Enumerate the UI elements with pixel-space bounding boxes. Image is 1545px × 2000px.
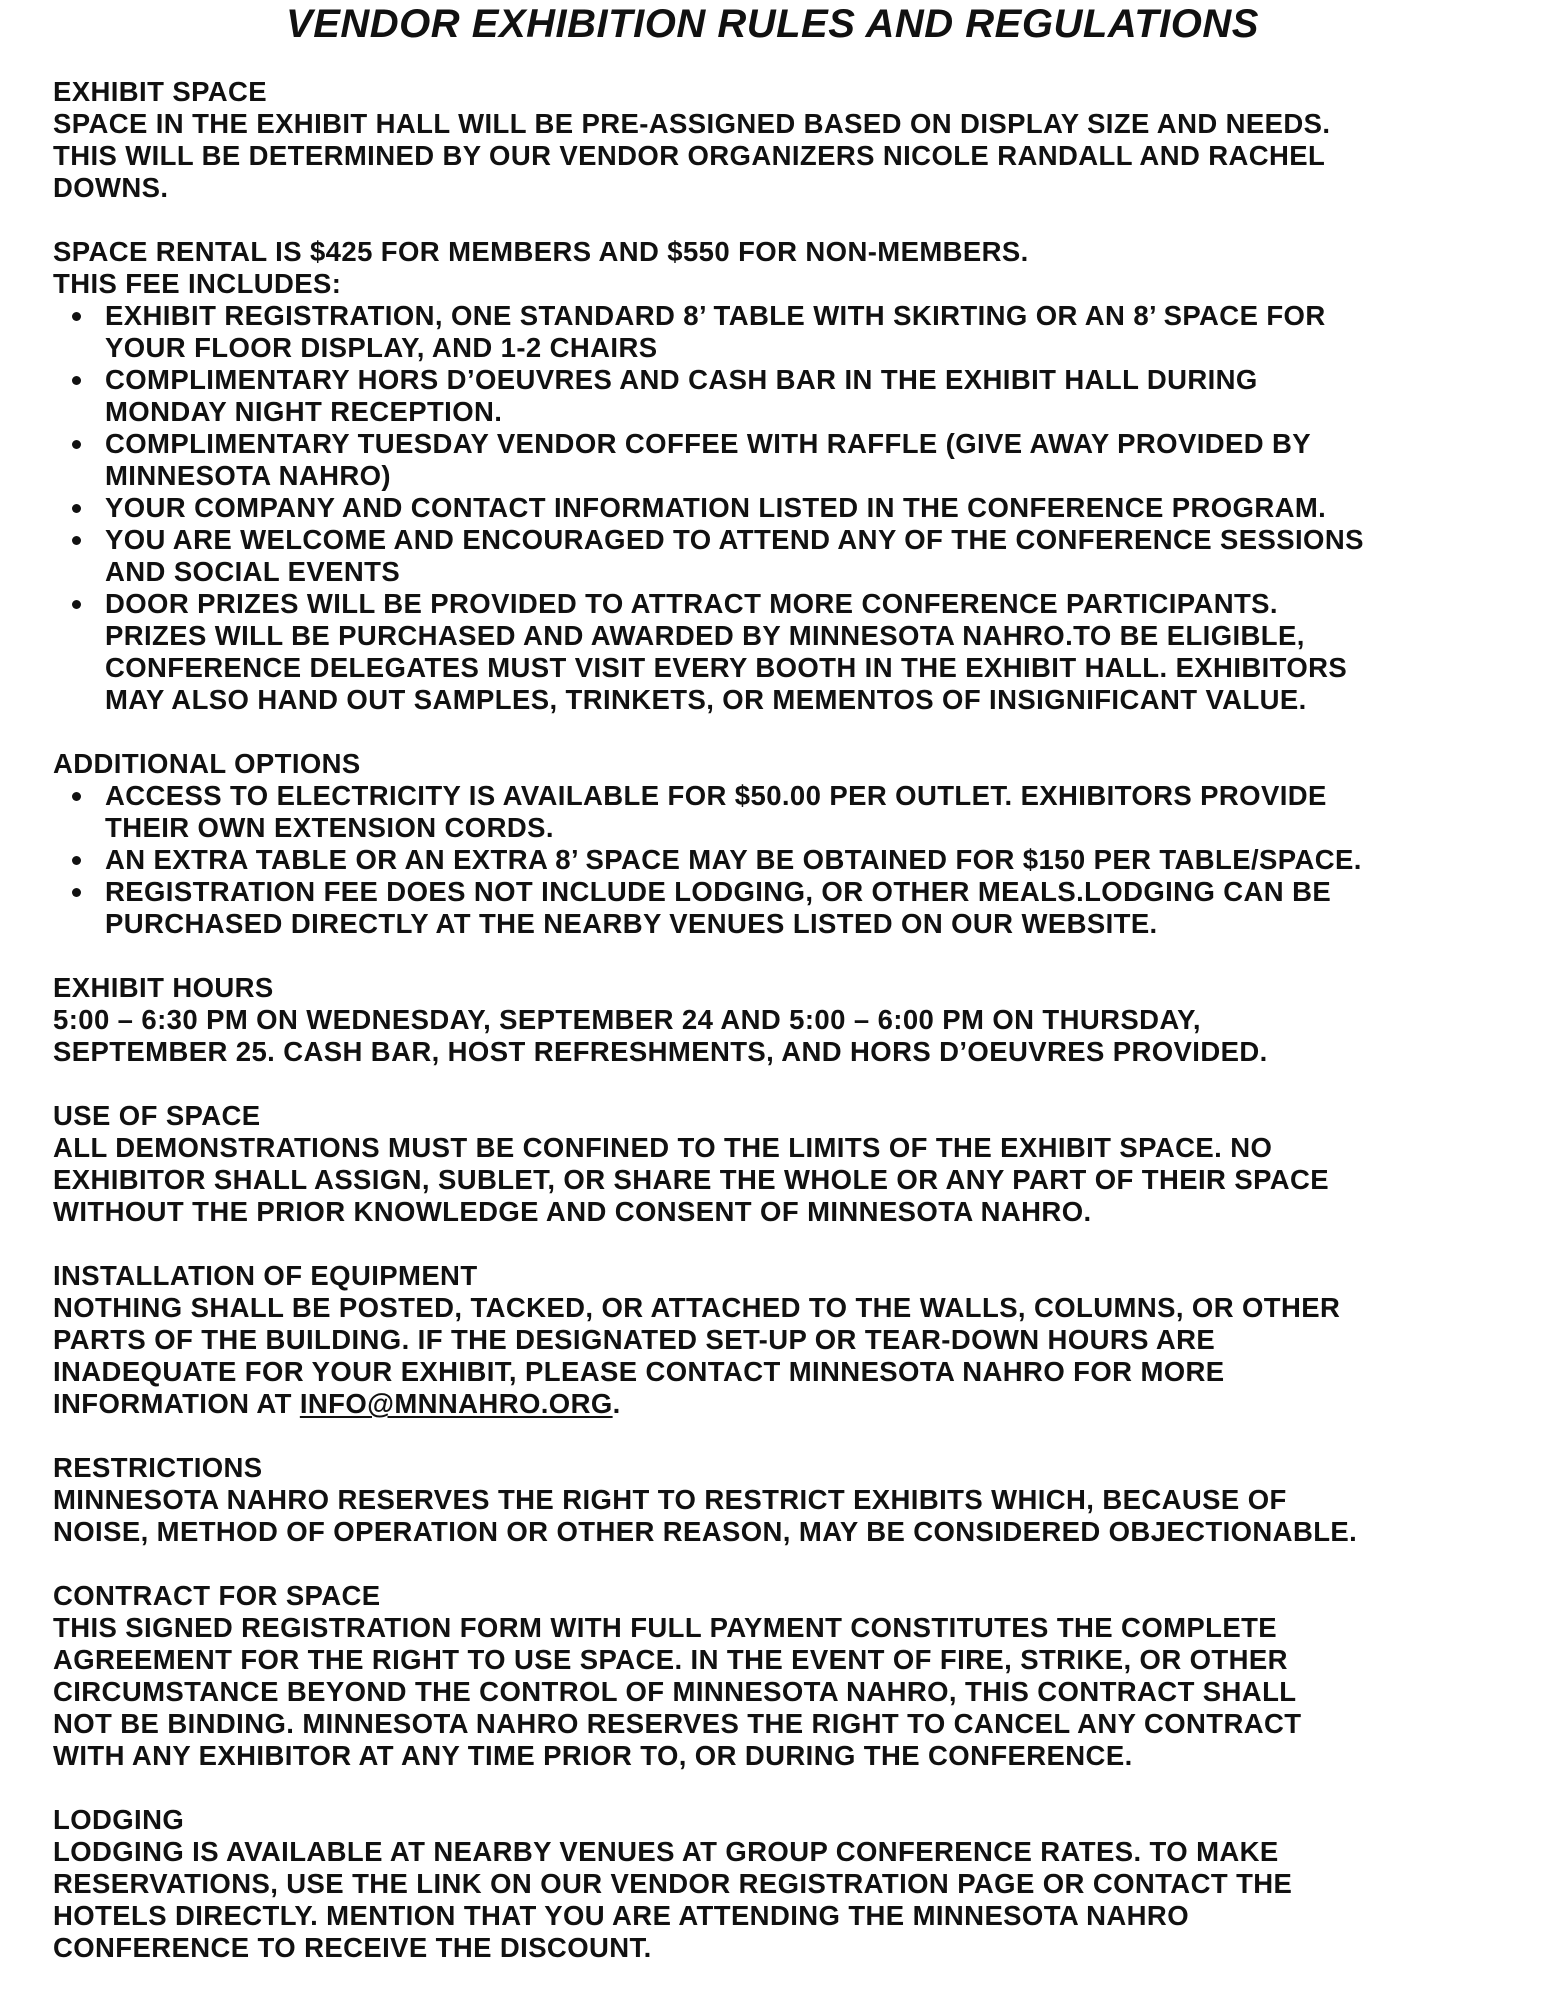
section-heading: EXHIBIT SPACE — [53, 76, 268, 107]
additional-options-section — [53, 748, 1523, 940]
body-line: AGREEMENT FOR THE RIGHT TO USE SPACE. IN THE EVENT OF FIRE, STRIKE, OR OTHER — [53, 1644, 1288, 1675]
restrictions-section — [53, 1452, 1523, 1548]
body-line: EXHIBITOR SHALL ASSIGN, SUBLET, OR SHARE THE WHOLE OR ANY PART OF THEIR SPACE — [53, 1164, 1330, 1195]
list-item — [53, 780, 1523, 844]
list-item — [53, 876, 1523, 940]
body-line: THIS FEE INCLUDES: — [53, 268, 342, 299]
body-line: ALL DEMONSTRATIONS MUST BE CONFINED TO THE LIMITS OF THE EXHIBIT SPACE. NO — [53, 1132, 1273, 1163]
body-line: 5:00 – 6:30 PM ON WEDNESDAY, SEPTEMBER 24 AND 5:00 – 6:00 PM ON THURSDAY, — [53, 1004, 1201, 1035]
list-item — [53, 364, 1523, 428]
contract-section — [53, 1580, 1523, 1772]
section-heading: LODGING — [53, 1804, 185, 1835]
list-item-line: AN EXTRA TABLE OR AN EXTRA 8’ SPACE MAY BE OBTAINED FOR $150 PER TABLE/SPACE. — [105, 844, 1362, 875]
list-item-line: REGISTRATION FEE DOES NOT INCLUDE LODGING, OR OTHER MEALS.LODGING CAN BE — [105, 876, 1332, 907]
list-item — [53, 428, 1523, 492]
body-line-with-email — [53, 1388, 1523, 1420]
exhibit-hours-section — [53, 972, 1523, 1068]
section-heading: ADDITIONAL OPTIONS — [53, 748, 361, 779]
list-item-line: ACCESS TO ELECTRICITY IS AVAILABLE FOR $50.00 PER OUTLET. EXHIBITORS PROVIDE — [105, 780, 1327, 811]
use-of-space-section — [53, 1100, 1523, 1228]
list-item — [53, 492, 1523, 524]
list-item-line: CONFERENCE DELEGATES MUST VISIT EVERY BOOTH IN THE EXHIBIT HALL. EXHIBITORS — [105, 652, 1348, 683]
installation-section — [53, 1260, 1523, 1420]
list-item — [53, 300, 1523, 364]
body-line: DOWNS. — [53, 172, 169, 203]
body-line: MINNESOTA NAHRO RESERVES THE RIGHT TO RESTRICT EXHIBITS WHICH, BECAUSE OF — [53, 1484, 1287, 1515]
space-rental-section — [53, 236, 1523, 716]
section-heading: EXHIBIT HOURS — [53, 972, 274, 1003]
list-item-line: DOOR PRIZES WILL BE PROVIDED TO ATTRACT MORE CONFERENCE PARTICIPANTS. — [105, 588, 1278, 619]
section-heading: USE OF SPACE — [53, 1100, 261, 1131]
list-item-line: MAY ALSO HAND OUT SAMPLES, TRINKETS, OR MEMENTOS OF INSIGNIFICANT VALUE. — [105, 684, 1307, 715]
email-suffix: . — [612, 1388, 621, 1419]
additional-options-list — [53, 780, 1523, 940]
list-item-line: COMPLIMENTARY HORS D’OEUVRES AND CASH BAR IN THE EXHIBIT HALL DURING — [105, 364, 1258, 395]
body-line: SPACE IN THE EXHIBIT HALL WILL BE PRE-ASSIGNED BASED ON DISPLAY SIZE AND NEEDS. — [53, 108, 1331, 139]
list-item-line: YOUR COMPANY AND CONTACT INFORMATION LISTED IN THE CONFERENCE PROGRAM. — [105, 492, 1327, 523]
list-item-line: AND SOCIAL EVENTS — [105, 556, 401, 587]
exhibit-space-section — [53, 76, 1523, 204]
body-line: THIS SIGNED REGISTRATION FORM WITH FULL PAYMENT CONSTITUTES THE COMPLETE — [53, 1612, 1278, 1643]
list-item-line: MINNESOTA NAHRO) — [105, 460, 391, 491]
fee-includes-list — [53, 300, 1523, 716]
body-line: SEPTEMBER 25. CASH BAR, HOST REFRESHMENTS, AND HORS D’OEUVRES PROVIDED. — [53, 1036, 1268, 1067]
list-item — [53, 524, 1523, 588]
body-line: CONFERENCE TO RECEIVE THE DISCOUNT. — [53, 1932, 652, 1963]
list-item-line: EXHIBIT REGISTRATION, ONE STANDARD 8’ TABLE WITH SKIRTING OR AN 8’ SPACE FOR — [105, 300, 1326, 331]
body-line: RESERVATIONS, USE THE LINK ON OUR VENDOR REGISTRATION PAGE OR CONTACT THE — [53, 1868, 1293, 1899]
body-line: WITH ANY EXHIBITOR AT ANY TIME PRIOR TO, OR DURING THE CONFERENCE. — [53, 1740, 1133, 1771]
section-heading: RESTRICTIONS — [53, 1452, 263, 1483]
list-item-line: PRIZES WILL BE PURCHASED AND AWARDED BY MINNESOTA NAHRO.TO BE ELIGIBLE, — [105, 620, 1305, 651]
email-prefix: INFORMATION AT — [53, 1388, 300, 1419]
email-link[interactable]: INFO@MNNAHRO.ORG — [299, 1388, 613, 1419]
document-title: VENDOR EXHIBITION RULES AND REGULATIONS — [286, 2, 1259, 46]
body-line: SPACE RENTAL IS $425 FOR MEMBERS AND $550 FOR NON-MEMBERS. — [53, 236, 1029, 267]
body-line: PARTS OF THE BUILDING. IF THE DESIGNATED SET-UP OR TEAR-DOWN HOURS ARE — [53, 1324, 1216, 1355]
lodging-section — [53, 1804, 1523, 1964]
list-item-line: THEIR OWN EXTENSION CORDS. — [105, 812, 554, 843]
section-heading: CONTRACT FOR SPACE — [53, 1580, 381, 1611]
list-item-line: YOUR FLOOR DISPLAY, AND 1-2 CHAIRS — [105, 332, 658, 363]
body-line: NOTHING SHALL BE POSTED, TACKED, OR ATTACHED TO THE WALLS, COLUMNS, OR OTHER — [53, 1292, 1341, 1323]
body-line: THIS WILL BE DETERMINED BY OUR VENDOR ORGANIZERS NICOLE RANDALL AND RACHEL — [53, 140, 1326, 171]
list-item — [53, 588, 1523, 716]
body-line: WITHOUT THE PRIOR KNOWLEDGE AND CONSENT OF MINNESOTA NAHRO. — [53, 1196, 1092, 1227]
list-item — [53, 844, 1523, 876]
list-item-line: YOU ARE WELCOME AND ENCOURAGED TO ATTEND ANY OF THE CONFERENCE SESSIONS — [105, 524, 1364, 555]
body-line: HOTELS DIRECTLY. MENTION THAT YOU ARE ATTENDING THE MINNESOTA NAHRO — [53, 1900, 1189, 1931]
body-line: LODGING IS AVAILABLE AT NEARBY VENUES AT GROUP CONFERENCE RATES. TO MAKE — [53, 1836, 1279, 1867]
section-heading: INSTALLATION OF EQUIPMENT — [53, 1260, 478, 1291]
body-line: NOT BE BINDING. MINNESOTA NAHRO RESERVES THE RIGHT TO CANCEL ANY CONTRACT — [53, 1708, 1302, 1739]
body-line: CIRCUMSTANCE BEYOND THE CONTROL OF MINNESOTA NAHRO, THIS CONTRACT SHALL — [53, 1676, 1297, 1707]
document-body — [53, 76, 1523, 1964]
body-line: NOISE, METHOD OF OPERATION OR OTHER REASON, MAY BE CONSIDERED OBJECTIONABLE. — [53, 1516, 1358, 1547]
list-item-line: MONDAY NIGHT RECEPTION. — [105, 396, 503, 427]
body-line: INADEQUATE FOR YOUR EXHIBIT, PLEASE CONTACT MINNESOTA NAHRO FOR MORE — [53, 1356, 1225, 1387]
list-item-line: COMPLIMENTARY TUESDAY VENDOR COFFEE WITH RAFFLE (GIVE AWAY PROVIDED BY — [105, 428, 1312, 459]
list-item-line: PURCHASED DIRECTLY AT THE NEARBY VENUES LISTED ON OUR WEBSITE. — [105, 908, 1158, 939]
